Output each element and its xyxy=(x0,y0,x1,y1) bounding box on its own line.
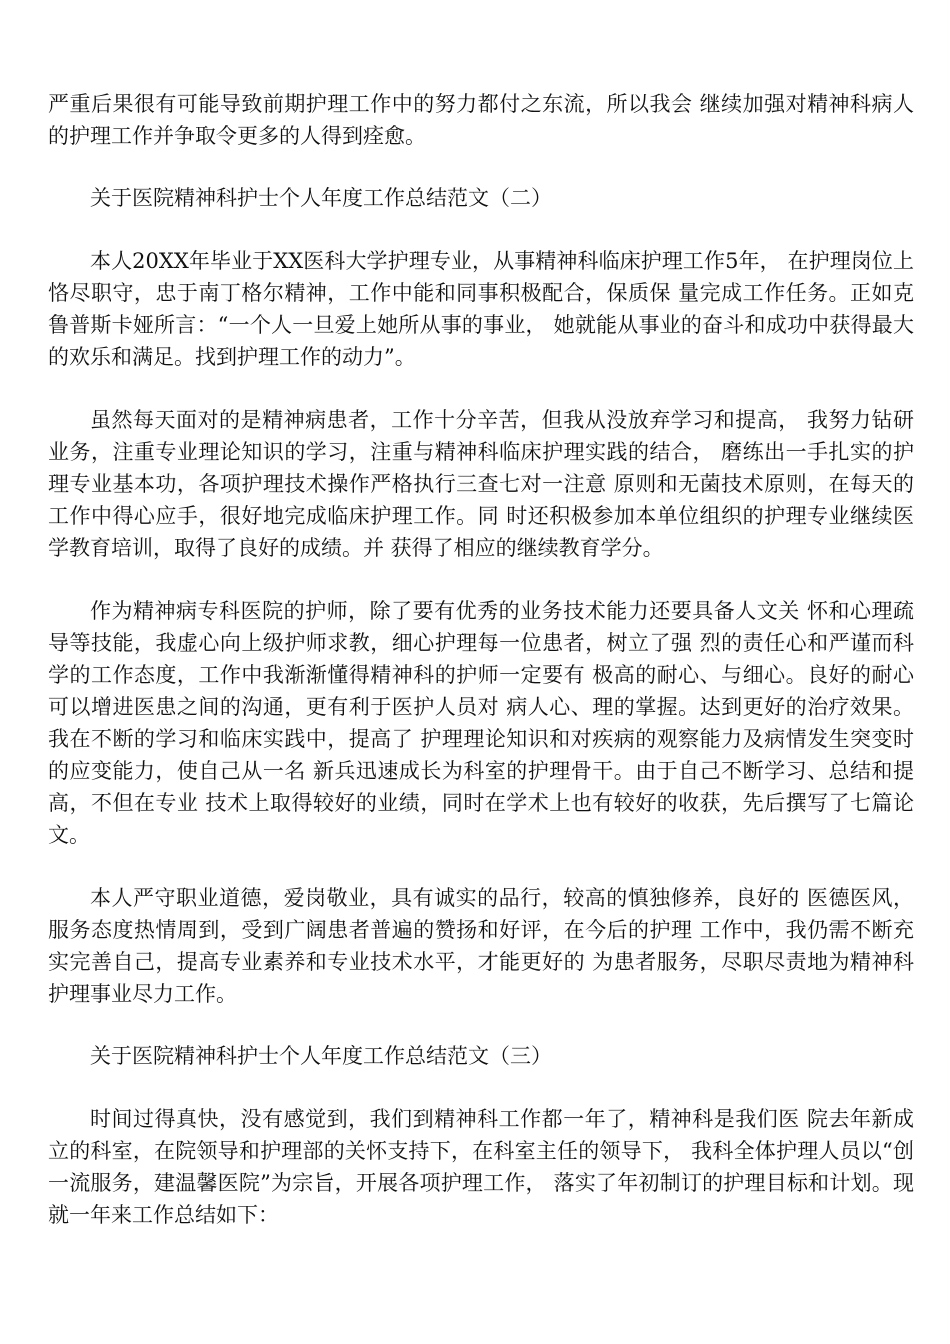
paragraph: 虽然每天面对的是精神病患者，工作十分辛苦，但我从没放弃学习和提高， 我努力钻研业务，注重专业理论知识的学习，注重与精神科临床护理实践的结合， 磨练出一手扎实的护理专业基本功，各项护理技术操作严格执行三查七对一注意 原则和无菌技术原则，在每天的工作中得心应手，很好地完成临床护理工作。同 时还积极参加本单位组织的护理专业继续医学教育培训，取得了良好的成绩。并 获得了相应的继续教育学分。 xyxy=(48,408,914,560)
paragraph-continuation: 严重后果很有可能导致前期护理工作中的努力都付之东流，所以我会 继续加强对精神科病人的护理工作并争取令更多的人得到痊愈。 xyxy=(48,92,914,148)
section-heading-two: 关于医院精神科护士个人年度工作总结范文（二） xyxy=(90,186,552,210)
paragraph: 时间过得真快，没有感觉到，我们到精神科工作都一年了，精神科是我们医 院去年新成立的科室，在院领导和护理部的关怀支持下，在科室主任的领导下， 我科全体护理人员以“创一流服务，建温馨医院”为宗旨，开展各项护理工作， 落实了年初制订的护理目标和计划。现就一年来工作总结如下： xyxy=(48,1107,914,1227)
paragraph: 作为精神病专科医院的护师，除了要有优秀的业务技术能力还要具备人文关 怀和心理疏导等技能，我虚心向上级护师求教，细心护理每一位患者，树立了强 烈的责任心和严谨而科学的工作态度，工作中我渐渐懂得精神科的护师一定要有 极高的耐心、与细心。良好的耐心可以增进医患之间的沟通，更有利于医护人员对 病人心、理的掌握。达到更好的治疗效果。我在不断的学习和临床实践中，提高了 护理理论知识和对疾病的观察能力及病情发生突变时的应变能力，使自己从一名 新兵迅速成长为科室的护理骨干。由于自己不断学习、总结和提高，不但在专业 技术上取得较好的业绩，同时在学术上也有较好的收获，先后撰写了七篇论文。 xyxy=(48,599,914,847)
paragraph: 本人严守职业道德，爱岗敬业，具有诚实的品行，较高的慎独修养，良好的 医德医风，服务态度热情周到，受到广阔患者普遍的赞扬和好评，在今后的护理 工作中，我仍需不断充实完善自己，提高专业素养和专业技术水平，才能更好的 为患者服务，尽职尽责地为精神科护理事业尽力工作。 xyxy=(48,886,914,1006)
paragraph: 本人20XX年毕业于XX医科大学护理专业，从事精神科临床护理工作5年， 在护理岗位上恪尽职守，忠于南丁格尔精神，工作中能和同事积极配合，保质保 量完成工作任务。正如克鲁普斯卡娅所言：“一个人一旦爱上她所从事的事业， 她就能从事业的奋斗和成功中获得最大的欢乐和满足。找到护理工作的动力”。 xyxy=(48,249,914,369)
section-heading-three: 关于医院精神科护士个人年度工作总结范文（三） xyxy=(90,1044,552,1068)
document-page xyxy=(48,88,914,1231)
